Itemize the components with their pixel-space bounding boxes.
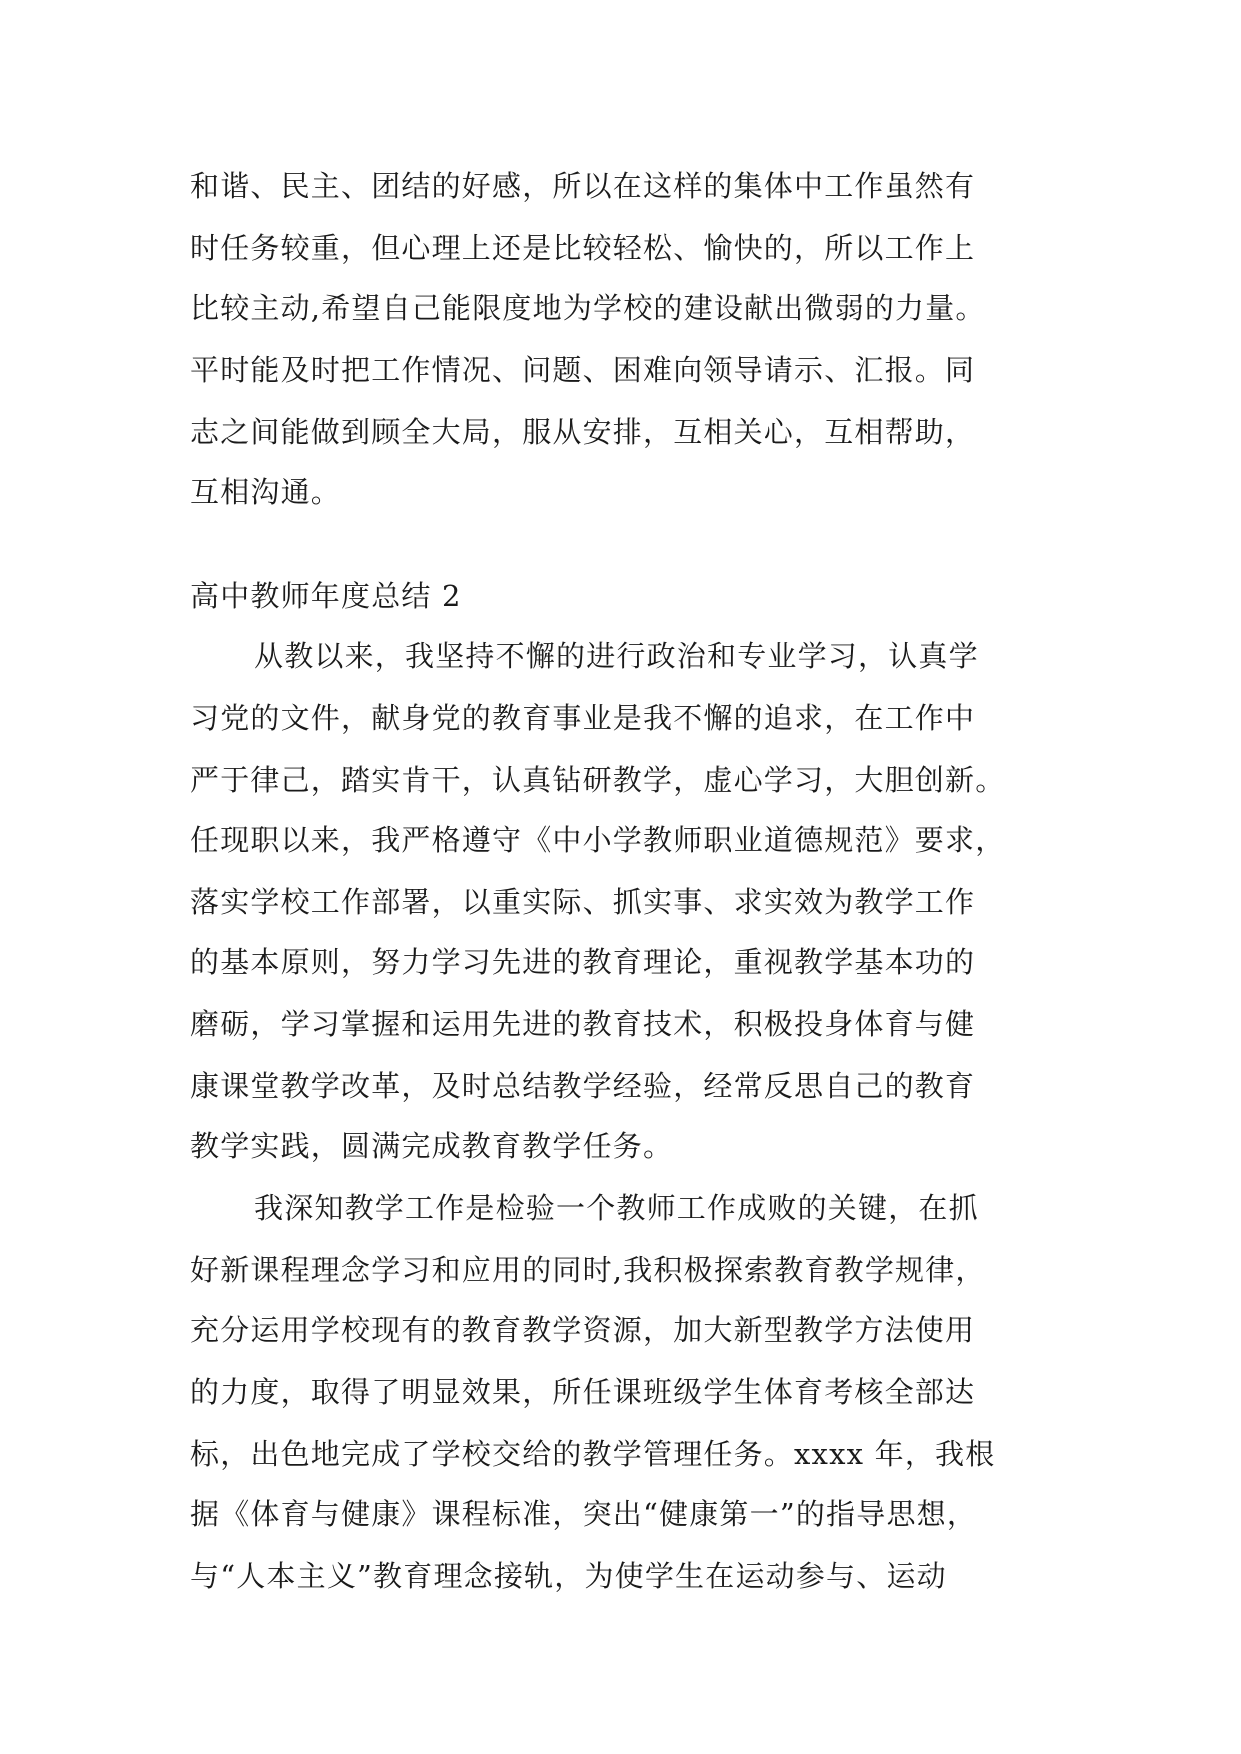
text-line: 的力度，取得了明显效果，所任课班级学生体育考核全部达 <box>190 1375 976 1409</box>
text-line: 习党的文件，献身党的教育事业是我不懈的追求，在工作中 <box>190 701 976 735</box>
text-line: 比较主动,希望自己能限度地为学校的建设献出微弱的力量。 <box>190 291 986 325</box>
text-line: 据《体育与健康》课程标准，突出“健康第一”的指导思想， <box>190 1497 978 1531</box>
text-line: 康课堂教学改革，及时总结教学经验，经常反思自己的教育 <box>190 1069 976 1103</box>
text-line: 的基本原则，努力学习先进的教育理论，重视教学基本功的 <box>190 945 976 979</box>
paragraph-first-line: 我深知教学工作是检验一个教师工作成败的关键，在抓 <box>254 1191 979 1225</box>
text-line: 志之间能做到顾全大局，服从安排，互相关心，互相帮助， <box>190 415 976 449</box>
text-line: 严于律己，踏实肯干，认真钻研教学，虚心学习，大胆创新。 <box>190 763 1006 797</box>
text-line: 与“人本主义”教育理念接轨，为使学生在运动参与、运动 <box>190 1559 947 1593</box>
text-line: 平时能及时把工作情况、问题、困难向领导请示、汇报。同 <box>190 353 976 387</box>
text-line: 落实学校工作部署，以重实际、抓实事、求实效为教学工作 <box>190 885 976 919</box>
text-line: 教学实践，圆满完成教育教学任务。 <box>190 1129 674 1163</box>
text-line: 互相沟通。 <box>190 475 342 509</box>
text-line: 好新课程理念学习和应用的同时,我积极探索教育教学规律， <box>190 1253 986 1287</box>
text-line: 标，出色地完成了学校交给的教学管理任务。xxxx 年，我根 <box>190 1437 996 1471</box>
text-line: 任现职以来，我严格遵守《中小学教师职业道德规范》要求， <box>190 823 1006 857</box>
text-line: 充分运用学校现有的教育教学资源，加大新型教学方法使用 <box>190 1313 976 1347</box>
section-heading: 高中教师年度总结 2 <box>190 579 462 613</box>
text-line: 时任务较重，但心理上还是比较轻松、愉快的，所以工作上 <box>190 231 976 265</box>
text-line: 磨砺，学习掌握和运用先进的教育技术，积极投身体育与健 <box>190 1007 976 1041</box>
paragraph-first-line: 从教以来，我坚持不懈的进行政治和专业学习，认真学 <box>254 639 979 673</box>
text-line: 和谐、民主、团结的好感，所以在这样的集体中工作虽然有 <box>190 169 976 203</box>
